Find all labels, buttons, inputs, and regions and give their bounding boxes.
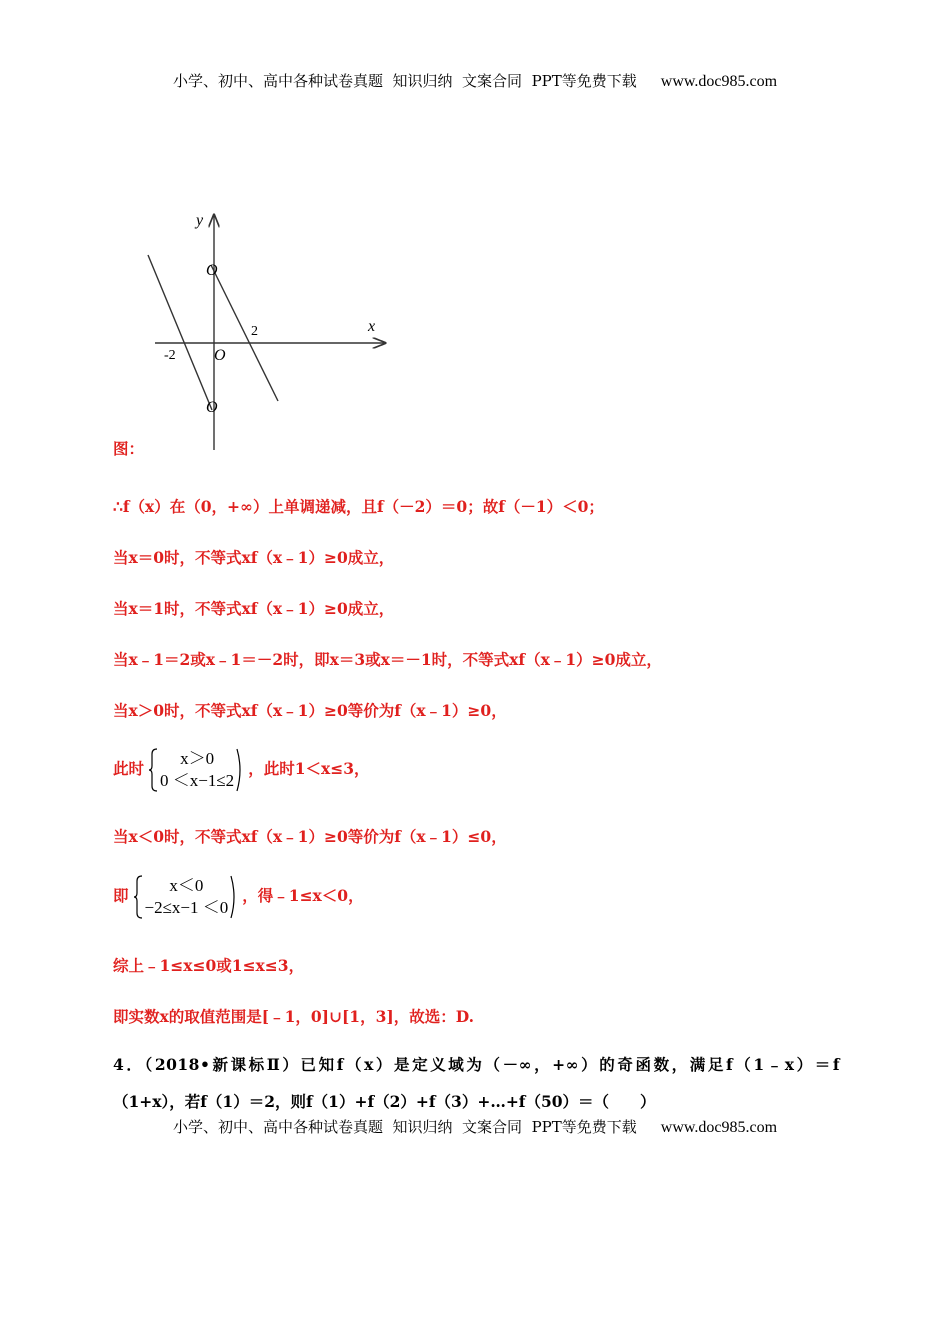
solution-line-9: 综上﹣1≤x≤0或1≤x≤3， (113, 956, 305, 975)
page-footer (0, 1116, 950, 1137)
tick-neg2-label: -2 (164, 348, 176, 363)
line6-suffix: ，此时1＜x≤3， (248, 759, 370, 778)
tick-2-label: 2 (251, 324, 258, 339)
footer-site[interactable]: www.doc985.com (660, 1119, 778, 1136)
right-paren-icon (230, 875, 238, 919)
solution-line-4: 当x﹣1＝2或x﹣1＝－2时，即x＝3或x＝－1时，不等式xf（x﹣1）≥0成立， (113, 650, 662, 669)
system1-row1: x＞0 (180, 749, 215, 768)
y-axis-label: y (196, 212, 204, 229)
solution-line-8 (113, 875, 364, 919)
system2-row1: x＜0 (169, 876, 204, 895)
solution-line-5: 当x＞0时，不等式xf（x﹣1）≥0等价为f（x﹣1）≥0， (113, 701, 507, 720)
system2-row2: −2≤x−1 ＜0 (144, 898, 229, 917)
figure-caption: 图： (113, 439, 145, 458)
line8-prefix: 即 (113, 886, 129, 905)
origin-label: O (214, 347, 226, 364)
footer-text: 小学、初中、高中各种试卷真题 知识归纳 文案合同 PPT等免费下载 (172, 1118, 637, 1136)
graph-line-right (211, 265, 278, 401)
function-graph (140, 205, 395, 455)
question-4-line-1: 4．（2018•新课标Ⅱ）已知f（x）是定义域为（－∞，+∞）的奇函数，满足f（1﹣x）＝f (113, 1055, 840, 1074)
solution-line-2: 当x＝0时，不等式xf（x﹣1）≥0成立， (113, 548, 395, 567)
left-brace-icon (148, 748, 158, 792)
question-4-line-2: （1+x），若f（1）＝2，则f（1）+f（2）+f（3）+…+f（50）＝（ ） (113, 1092, 656, 1111)
left-brace-icon (133, 875, 143, 919)
header-site[interactable]: www.doc985.com (660, 73, 778, 90)
top-open-point: O (206, 262, 218, 279)
system1-row2: 0 ＜x−1≤2 (160, 771, 235, 790)
header-text: 小学、初中、高中各种试卷真题 知识归纳 文案合同 PPT等免费下载 (172, 72, 637, 90)
solution-line-3: 当x＝1时，不等式xf（x﹣1）≥0成立， (113, 599, 395, 618)
line6-prefix: 此时 (113, 759, 145, 778)
inequality-system-2 (133, 875, 239, 919)
solution-line-7: 当x＜0时，不等式xf（x﹣1）≥0等价为f（x﹣1）≤0， (113, 827, 507, 846)
right-paren-icon (236, 748, 244, 792)
line8-suffix: ，得﹣1≤x＜0， (242, 886, 364, 905)
graph-line-left (148, 255, 212, 410)
solution-line-1: ∴f（x）在（0，+∞）上单调递减，且f（－2）＝0；故f（－1）＜0； (113, 497, 604, 516)
solution-line-10: 即实数x的取值范围是[﹣1，0]∪[1，3]，故选：D. (113, 1007, 474, 1026)
inequality-system-1 (148, 748, 244, 792)
bottom-open-point: O (206, 399, 218, 416)
x-axis-label: x (368, 318, 376, 335)
page-header (0, 70, 950, 91)
solution-line-6 (113, 748, 370, 792)
